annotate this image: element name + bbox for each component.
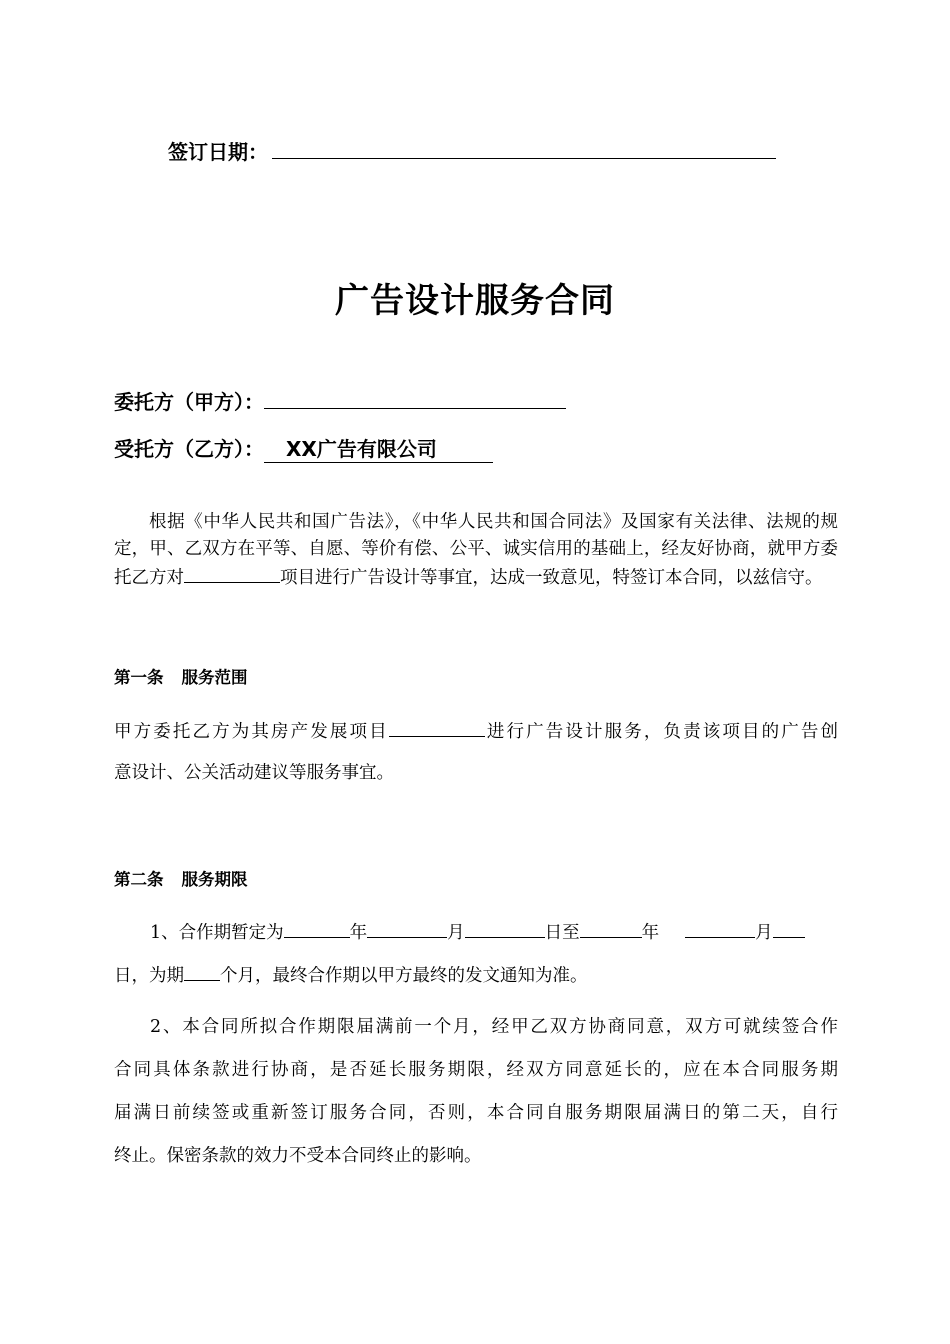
- sign-date-line: [168, 136, 776, 167]
- article2-number: 第二条: [114, 870, 164, 889]
- article2-title: 服务期限: [181, 870, 248, 889]
- period-months-blank[interactable]: [184, 961, 220, 981]
- project-name-blank[interactable]: [184, 563, 280, 583]
- agent-name: XX广告有限公司: [264, 436, 493, 463]
- article2-heading: [114, 867, 248, 893]
- client-name-blank[interactable]: [264, 386, 566, 409]
- start-year-blank[interactable]: [284, 918, 350, 938]
- preamble-text-2: 项目进行广告设计等事宜，达成一致意见，特签订本合同，以兹信守。: [280, 568, 823, 588]
- article1-heading: [114, 665, 248, 691]
- start-month-blank[interactable]: [367, 918, 447, 938]
- article1-line-2: 意设计、公关活动建议等服务事宜。: [114, 763, 394, 783]
- sign-date-label: 签订日期：: [168, 140, 268, 164]
- clause2-line-2: 合同具体条款进行协商，是否延长服务期限，经双方同意延长的，应在本合同服务期: [114, 1060, 838, 1080]
- client-label: 委托方（甲方）：: [114, 390, 264, 414]
- start-day-blank[interactable]: [465, 918, 545, 938]
- article1-text-a: 甲方委托乙方为其房产发展项目: [114, 722, 389, 742]
- sign-date-blank[interactable]: [272, 136, 776, 159]
- clause1-text-a: 日，为期: [114, 966, 184, 986]
- clause1-month1: 月: [447, 923, 465, 943]
- end-day-blank[interactable]: [773, 918, 805, 938]
- end-month-blank[interactable]: [685, 918, 755, 938]
- development-project-blank[interactable]: [389, 717, 485, 737]
- clause1-day1: 日至: [544, 923, 580, 943]
- article1-title: 服务范围: [181, 668, 248, 687]
- agent-label: 受托方（乙方）：: [114, 437, 264, 461]
- client-party-line: [114, 386, 566, 417]
- preamble-paragraph: [114, 509, 838, 592]
- agent-party-line: [114, 434, 493, 464]
- preamble-text-1: 根据《中华人民共和国广告法》，《中华人民共和国合同法》及国家有关法律、法规的规定，甲、乙双方在平等、自愿、等价有偿、公平、诚实信用的基础上，经友好协商，就甲方委托乙方对: [114, 512, 838, 588]
- clause1-line-2: [114, 961, 838, 989]
- document-title: 广告设计服务合同: [335, 281, 615, 321]
- article1-text-b: 进行广告设计服务，负责该项目的广告创: [484, 722, 838, 742]
- clause1-year2: 年: [641, 923, 660, 943]
- clause1-text-b: 个月，最终合作期以甲方最终的发文通知为准。: [220, 966, 588, 986]
- clause1-prefix: 1、合作期暂定为: [150, 923, 284, 943]
- end-year-blank[interactable]: [580, 918, 642, 938]
- article1-number: 第一条: [114, 668, 164, 687]
- clause1-month2: 月: [755, 923, 773, 943]
- clause1-year1: 年: [349, 923, 368, 943]
- clause2-line-1: 2、本合同所拟合作期限届满前一个月，经甲乙双方协商同意，双方可就续签合作: [150, 1017, 838, 1037]
- clause2-line-3: 届满日前续签或重新签订服务合同，否则，本合同自服务期限届满日的第二天，自行: [114, 1103, 838, 1123]
- clause2-line-4: 终止。保密条款的效力不受本合同终止的影响。: [114, 1146, 482, 1166]
- clause1-line-1: [114, 918, 838, 946]
- article1-line-1: [114, 717, 838, 745]
